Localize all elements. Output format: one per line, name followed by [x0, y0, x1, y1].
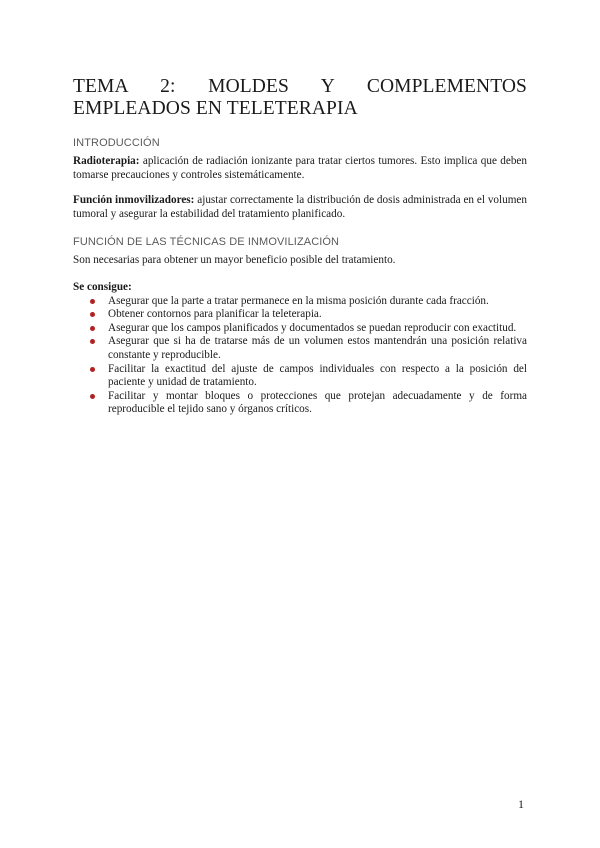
document-title: TEMA 2: MOLDES Y COMPLEMENTOS EMPLEADOS EN TELETERAPIA [73, 76, 527, 119]
document-page [73, 76, 527, 417]
definition-funcion-inmovilizadores: ajustar correctamente la distribución de dosis administrada en el volumen tumoral y asegurar la estabilidad del tratamiento planificado. [73, 194, 527, 220]
list-item-text: Facilitar la exactitud del ajuste de campos individuales con respecto a la posición del paciente y unidad de tratamiento. [108, 362, 527, 389]
list-item-text: Asegurar que si ha de tratarse más de un volumen estos mantendrán una posición relativa constante y reproducible. [108, 335, 527, 361]
list-item-text: Facilitar y montar bloques o protecciones que protejan adecuadamente y de forma reproducible el tejido sano y órganos críticos. [108, 389, 527, 416]
list-item [73, 335, 527, 362]
definition-radioterapia: aplicación de radiación ionizante para tratar ciertos tumores. Esto implica que deben tomarse precauciones y controles sistemáticamente. [73, 155, 527, 181]
list-item [73, 295, 527, 309]
bullet-list [73, 295, 527, 417]
paragraph-funcion-inmovilizadores [73, 194, 527, 221]
bullet-icon [90, 339, 95, 344]
bullet-icon [90, 312, 95, 317]
list-title-se-consigue: Se consigue: [73, 280, 132, 293]
page-number: 1 [518, 797, 524, 811]
paragraph-son-necesarias: Son necesarias para obtener un mayor beneficio posible del tratamiento. [73, 254, 396, 267]
list-item [73, 322, 527, 336]
section-heading-funcion-tecnicas: FUNCIÓN DE LAS TÉCNICAS DE INMOVILIZACIÓN [73, 236, 340, 249]
term-radioterapia: Radioterapia: [73, 155, 140, 167]
list-item-text: Asegurar que los campos planificados y documentados se puedan reproducir con exactitud. [108, 321, 517, 334]
list-item [73, 390, 527, 417]
bullet-icon [90, 299, 95, 304]
list-item-text: Asegurar que la parte a tratar permanece en la misma posición durante cada fracción. [108, 294, 489, 307]
list-item-text: Obtener contornos para planificar la teleterapia. [108, 308, 322, 321]
paragraph-radioterapia [73, 155, 527, 182]
bullet-icon [90, 367, 95, 372]
bullet-icon [90, 394, 95, 399]
list-item [73, 308, 527, 322]
term-funcion-inmovilizadores: Función inmovilizadores: [73, 194, 195, 207]
list-item [73, 363, 527, 390]
section-heading-introduccion: INTRODUCCIÓN [73, 137, 160, 149]
bullet-icon [90, 326, 95, 331]
